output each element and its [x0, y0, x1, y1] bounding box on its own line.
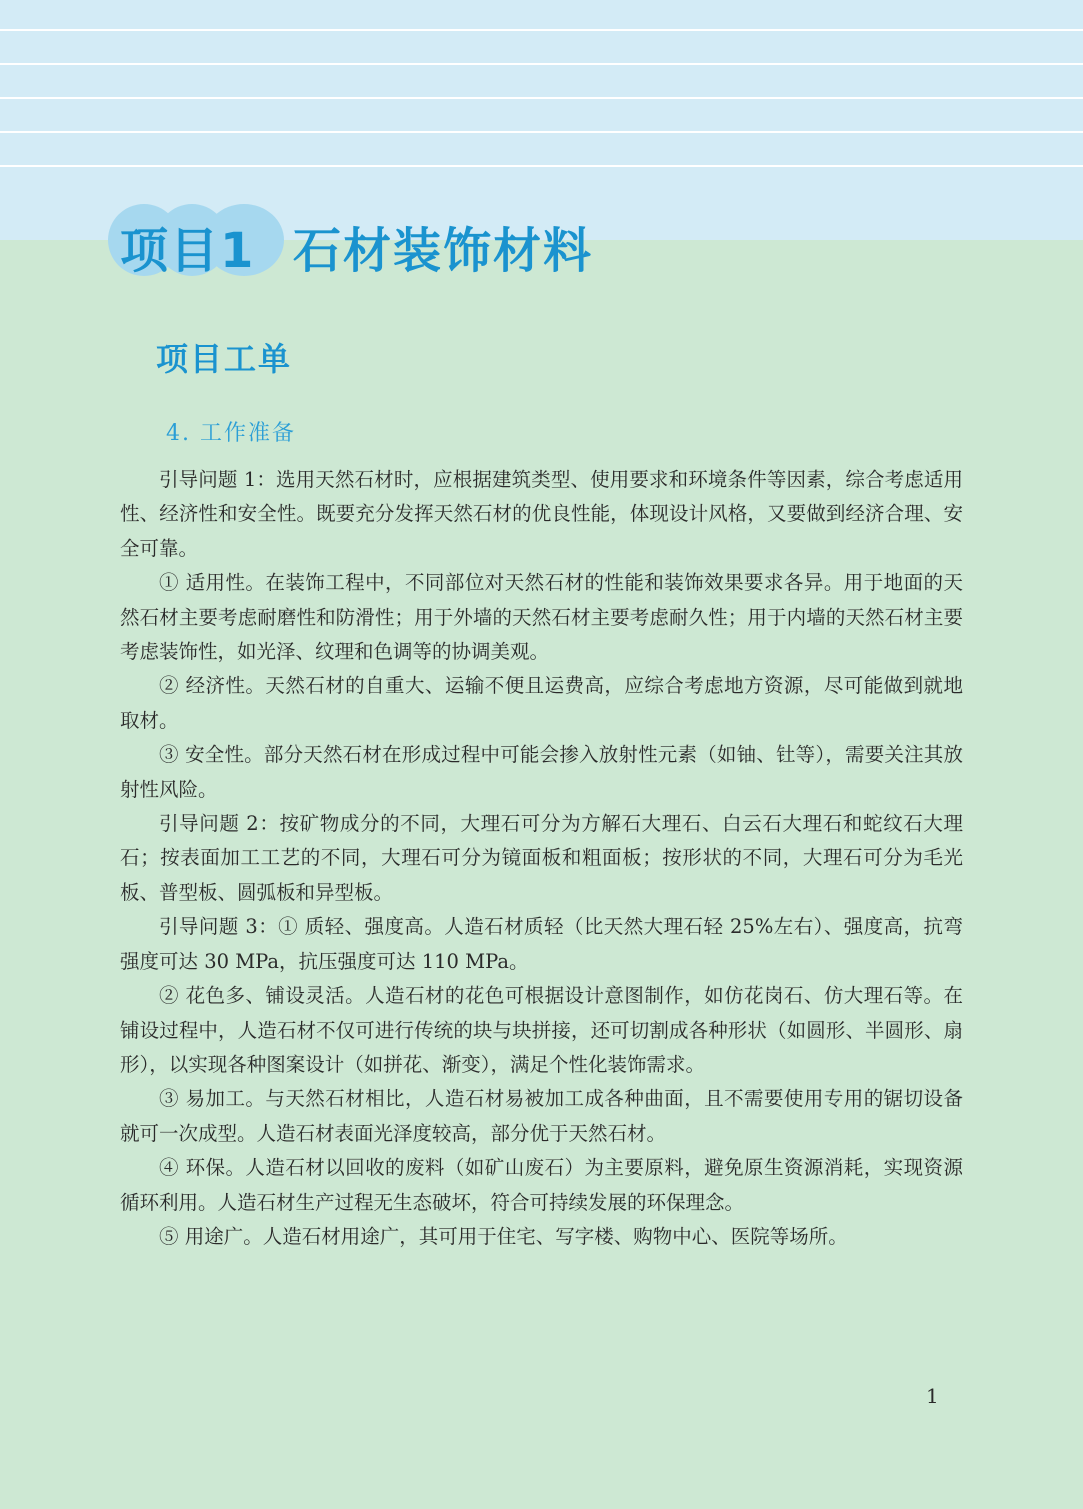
project-badge — [108, 204, 288, 279]
paragraph: ④ 环保。人造石材以回收的废料（如矿山废石）为主要原料，避免原生资源消耗，实现资源循环利用。人造石材生产过程无生态破坏，符合可持续发展的环保理念。 — [120, 1156, 963, 1214]
section-title: 项目工单 — [156, 340, 293, 378]
paragraph: ③ 易加工。与天然石材相比，人造石材易被加工成各种曲面，且不需要使用专用的锯切设备就可一次成型。人造石材表面光泽度较高，部分优于天然石材。 — [120, 1087, 963, 1145]
paragraph: 引导问题 3：① 质轻、强度高。人造石材质轻（比天然大理石轻 25%左右）、强度高，抗弯强度可达 30 MPa，抗压强度可达 110 MPa。 — [120, 915, 963, 973]
page-number: 1 — [926, 1384, 939, 1408]
paragraph: ② 花色多、铺设灵活。人造石材的花色可根据设计意图制作，如仿花岗石、仿大理石等。在铺设过程中，人造石材不仅可进行传统的块与块拼接，还可切割成各种形状（如圆形、半圆形、扇形），以实现各种图案设计（如拼花、渐变），满足个性化装饰需求。 — [120, 984, 963, 1076]
paragraph: ② 经济性。天然石材的自重大、运输不便且运费高，应综合考虑地方资源，尽可能做到就地取材。 — [120, 674, 963, 732]
subsection-title: 4. 工作准备 — [166, 421, 296, 446]
paragraph: ③ 安全性。部分天然石材在形成过程中可能会掺入放射性元素（如铀、钍等），需要关注其放射性风险。 — [120, 743, 963, 801]
badge-label: 项目1 — [120, 223, 256, 279]
paragraph: 引导问题 2：按矿物成分的不同，大理石可分为方解石大理石、白云石大理石和蛇纹石大理石；按表面加工工艺的不同，大理石可分为镜面板和粗面板；按形状的不同，大理石可分为毛光板、普型板、圆弧板和异型板。 — [120, 812, 963, 904]
paragraph: ⑤ 用途广。人造石材用途广，其可用于住宅、写字楼、购物中心、医院等场所。 — [159, 1224, 848, 1248]
paragraph: 引导问题 1：选用天然石材时，应根据建筑类型、使用要求和环境条件等因素，综合考虑适用性、经济性和安全性。既要充分发挥天然石材的优良性能，体现设计风格，又要做到经济合理、安全可靠。 — [120, 468, 963, 560]
body-text — [120, 463, 963, 1254]
chapter-title: 石材装饰材料 — [293, 223, 594, 279]
paragraph: ① 适用性。在装饰工程中，不同部位对天然石材的性能和装饰效果要求各异。用于地面的天然石材主要考虑耐磨性和防滑性；用于外墙的天然石材主要考虑耐久性；用于内墙的天然石材主要考虑装饰性，如光泽、纹理和色调等的协调美观。 — [120, 571, 963, 664]
